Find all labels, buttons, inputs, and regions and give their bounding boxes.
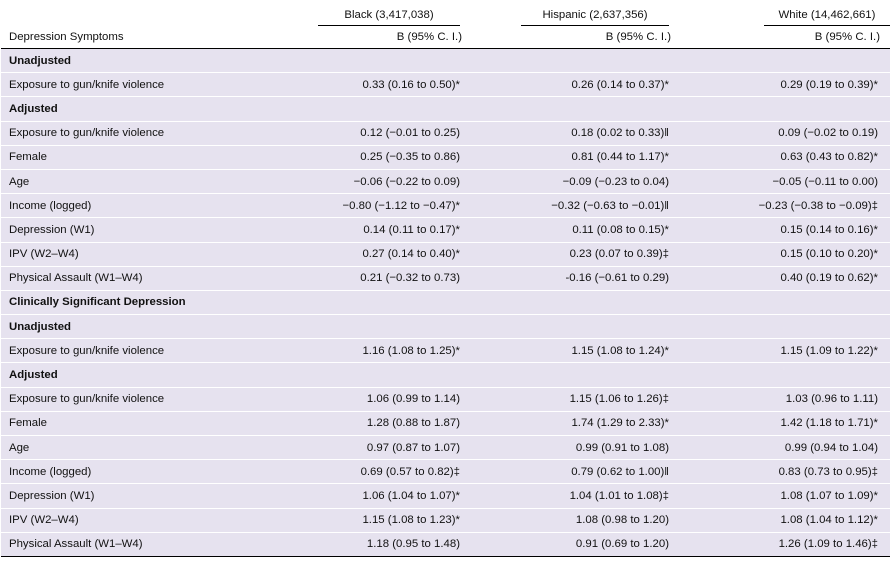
cell-black: 1.18 (0.95 to 1.48) — [263, 532, 472, 556]
cell-black — [263, 363, 472, 387]
table-header — [1, 0, 890, 49]
cell-white: 0.29 (0.19 to 0.39)* — [681, 73, 890, 97]
section-row — [1, 290, 890, 314]
cell-white: 1.42 (1.18 to 1.71)* — [681, 411, 890, 435]
table-row — [1, 169, 890, 193]
cell-black: 0.21 (−0.32 to 0.73) — [263, 266, 472, 290]
cell-black — [263, 97, 472, 121]
cell-white: 0.63 (0.43 to 0.82)* — [681, 145, 890, 169]
cell-white: 1.26 (1.09 to 1.46)‡ — [681, 532, 890, 556]
table-row — [1, 121, 890, 145]
row-label: Income (logged) — [1, 194, 263, 218]
row-label: Female — [1, 411, 263, 435]
cell-white: 0.83 (0.73 to 0.95)‡ — [681, 460, 890, 484]
cell-white: 0.15 (0.14 to 0.16)* — [681, 218, 890, 242]
cell-black: 1.28 (0.88 to 1.87) — [263, 411, 472, 435]
row-label: Exposure to gun/knife violence — [1, 387, 263, 411]
cell-hispanic: 0.11 (0.08 to 0.15)* — [472, 218, 681, 242]
cell-white — [681, 363, 890, 387]
cell-hispanic: 1.08 (0.98 to 1.20) — [472, 508, 681, 532]
cell-hispanic: 0.79 (0.62 to 1.00)‖ — [472, 460, 681, 484]
section-row — [1, 315, 890, 339]
cell-hispanic: 1.74 (1.29 to 2.33)* — [472, 411, 681, 435]
section-label: Clinically Significant Depression — [1, 290, 263, 314]
cell-black: 1.15 (1.08 to 1.23)* — [263, 508, 472, 532]
row-label: Age — [1, 169, 263, 193]
cell-white: 1.15 (1.09 to 1.22)* — [681, 339, 890, 363]
header-group-white — [681, 0, 890, 26]
cell-hispanic: −0.09 (−0.23 to 0.04) — [472, 169, 681, 193]
cell-black: −0.06 (−0.22 to 0.09) — [263, 169, 472, 193]
cell-hispanic: 0.91 (0.69 to 1.20) — [472, 532, 681, 556]
group-label-hispanic: Hispanic (2,637,356) — [521, 9, 669, 26]
table-row — [1, 266, 890, 290]
cell-hispanic — [472, 97, 681, 121]
row-label: Physical Assault (W1–W4) — [1, 266, 263, 290]
cell-hispanic: 1.15 (1.08 to 1.24)* — [472, 339, 681, 363]
table-body — [1, 49, 890, 557]
section-label: Unadjusted — [1, 49, 263, 73]
cell-black: 1.16 (1.08 to 1.25)* — [263, 339, 472, 363]
section-row — [1, 97, 890, 121]
stat-header-white: B (95% C. I.) — [681, 26, 890, 49]
cell-black: 1.06 (0.99 to 1.14) — [263, 387, 472, 411]
cell-hispanic — [472, 290, 681, 314]
row-label: IPV (W2–W4) — [1, 508, 263, 532]
section-label: Adjusted — [1, 363, 263, 387]
cell-black: 0.27 (0.14 to 0.40)* — [263, 242, 472, 266]
table-row — [1, 194, 890, 218]
row-label: Exposure to gun/knife violence — [1, 73, 263, 97]
row-label: Exposure to gun/knife violence — [1, 339, 263, 363]
table-row — [1, 532, 890, 556]
table-row — [1, 218, 890, 242]
cell-white: 1.08 (1.04 to 1.12)* — [681, 508, 890, 532]
row-label: Depression (W1) — [1, 484, 263, 508]
row-label: Female — [1, 145, 263, 169]
cell-black: 0.69 (0.57 to 0.82)‡ — [263, 460, 472, 484]
table-row — [1, 387, 890, 411]
table-row — [1, 411, 890, 435]
row-label: Depression (W1) — [1, 218, 263, 242]
table-row — [1, 145, 890, 169]
cell-white: 1.03 (0.96 to 1.11) — [681, 387, 890, 411]
cell-black: 0.12 (−0.01 to 0.25) — [263, 121, 472, 145]
header-empty-cell — [1, 0, 263, 26]
cell-black — [263, 290, 472, 314]
section-row — [1, 49, 890, 73]
header-group-black — [263, 0, 472, 26]
row-label: Age — [1, 436, 263, 460]
cell-white: −0.23 (−0.38 to −0.09)‡ — [681, 194, 890, 218]
header-group-hispanic — [472, 0, 681, 26]
cell-black: 0.14 (0.11 to 0.17)* — [263, 218, 472, 242]
table-row — [1, 242, 890, 266]
cell-white: 0.99 (0.94 to 1.04) — [681, 436, 890, 460]
cell-hispanic: 0.99 (0.91 to 1.08) — [472, 436, 681, 460]
cell-white: 0.15 (0.10 to 0.20)* — [681, 242, 890, 266]
cell-white — [681, 49, 890, 73]
section-label: Adjusted — [1, 97, 263, 121]
row-label: IPV (W2–W4) — [1, 242, 263, 266]
section-row — [1, 363, 890, 387]
cell-black: 1.06 (1.04 to 1.07)* — [263, 484, 472, 508]
cell-black: 0.33 (0.16 to 0.50)* — [263, 73, 472, 97]
table-row — [1, 484, 890, 508]
cell-hispanic: −0.32 (−0.63 to −0.01)‖ — [472, 194, 681, 218]
cell-white — [681, 315, 890, 339]
cell-hispanic: 0.18 (0.02 to 0.33)‖ — [472, 121, 681, 145]
table-row — [1, 339, 890, 363]
table-row — [1, 436, 890, 460]
cell-black — [263, 315, 472, 339]
cell-hispanic — [472, 315, 681, 339]
cell-hispanic: 0.81 (0.44 to 1.17)* — [472, 145, 681, 169]
row-label: Physical Assault (W1–W4) — [1, 532, 263, 556]
results-table — [1, 0, 890, 557]
cell-hispanic — [472, 363, 681, 387]
row-label-header: Depression Symptoms — [1, 26, 263, 49]
table-row — [1, 508, 890, 532]
cell-black: −0.80 (−1.12 to −0.47)* — [263, 194, 472, 218]
cell-black: 0.97 (0.87 to 1.07) — [263, 436, 472, 460]
row-label: Income (logged) — [1, 460, 263, 484]
cell-black — [263, 49, 472, 73]
cell-hispanic — [472, 49, 681, 73]
group-label-white: White (14,462,661) — [764, 9, 890, 26]
cell-white — [681, 97, 890, 121]
cell-black: 0.25 (−0.35 to 0.86) — [263, 145, 472, 169]
cell-hispanic: 1.04 (1.01 to 1.08)‡ — [472, 484, 681, 508]
cell-white — [681, 290, 890, 314]
row-label: Exposure to gun/knife violence — [1, 121, 263, 145]
table-row — [1, 73, 890, 97]
cell-white: −0.05 (−0.11 to 0.00) — [681, 169, 890, 193]
group-label-black: Black (3,417,038) — [318, 9, 460, 26]
stat-header-black: B (95% C. I.) — [263, 26, 472, 49]
cell-white: 0.09 (−0.02 to 0.19) — [681, 121, 890, 145]
cell-hispanic: -0.16 (−0.61 to 0.29) — [472, 266, 681, 290]
stat-header-hispanic: B (95% C. I.) — [472, 26, 681, 49]
cell-hispanic: 0.26 (0.14 to 0.37)* — [472, 73, 681, 97]
table-row — [1, 460, 890, 484]
section-label: Unadjusted — [1, 315, 263, 339]
cell-white: 1.08 (1.07 to 1.09)* — [681, 484, 890, 508]
cell-hispanic: 1.15 (1.06 to 1.26)‡ — [472, 387, 681, 411]
cell-hispanic: 0.23 (0.07 to 0.39)‡ — [472, 242, 681, 266]
cell-white: 0.40 (0.19 to 0.62)* — [681, 266, 890, 290]
